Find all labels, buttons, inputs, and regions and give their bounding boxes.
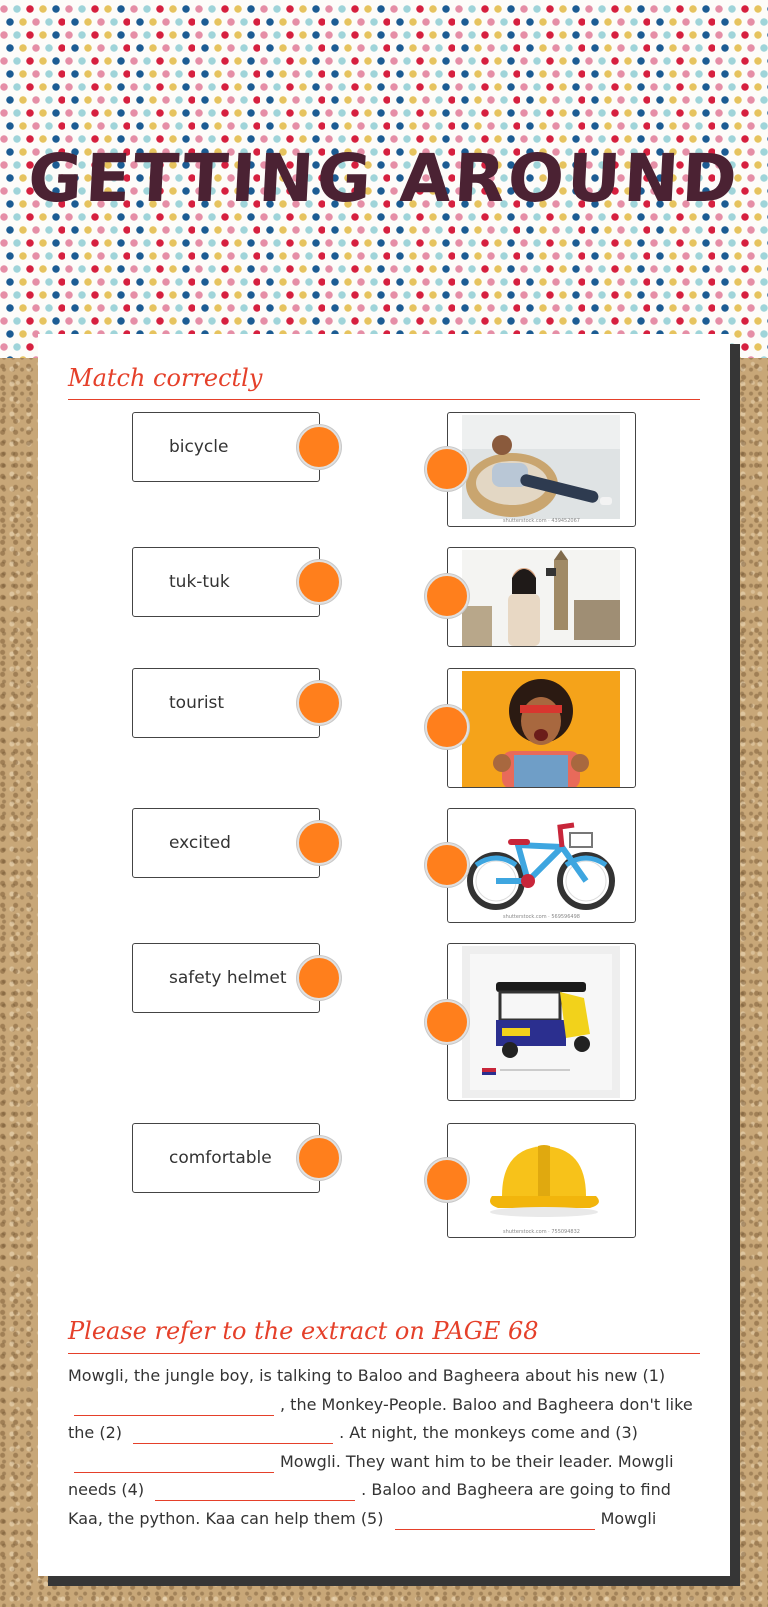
excited-woman-image [462, 671, 620, 788]
blank-4[interactable] [155, 1483, 355, 1501]
match-dot-word-1[interactable] [297, 425, 341, 469]
word-box-safety-helmet: safety helmet [132, 943, 320, 1013]
match-dot-word-4[interactable] [297, 821, 341, 865]
blank-1[interactable] [74, 1398, 274, 1416]
word-box-tourist: tourist [132, 668, 320, 738]
match-dot-picture-5[interactable] [425, 1000, 469, 1044]
safety-helmet-image [462, 1126, 620, 1230]
match-dot-word-3[interactable] [297, 681, 341, 725]
match-dot-picture-3[interactable] [425, 705, 469, 749]
picture-box-relaxing-man [447, 412, 636, 527]
polka-dot-header [0, 0, 768, 358]
blank-3[interactable] [74, 1455, 274, 1473]
picture-box-safety-helmet [447, 1123, 636, 1238]
word-box-bicycle: bicycle [132, 412, 320, 482]
tuk-tuk-image [462, 946, 620, 1098]
tourist-selfie-image [462, 550, 620, 646]
picture-box-excited-woman [447, 668, 636, 788]
match-dot-word-2[interactable] [297, 560, 341, 604]
match-dot-picture-1[interactable] [425, 447, 469, 491]
match-dot-picture-4[interactable] [425, 843, 469, 887]
extract-section-title: Please refer to the extract on PAGE 68 [68, 1317, 539, 1345]
match-dot-picture-2[interactable] [425, 574, 469, 618]
relaxing-man-image [462, 415, 620, 519]
match-section-title: Match correctly [68, 364, 263, 392]
match-dot-word-5[interactable] [297, 956, 341, 1000]
extract-paragraph: Mowgli, the jungle boy, is talking to Baloo and Bagheera about his new (1) , the Monkey-People. Baloo and Bagheera don't like the (2) . At night, the monkeys come and (3) Mowgli. They want him to be their leader. Mowgli needs (4) . Baloo and Bagheera are going to find Kaa, the python. Kaa can help them (5) Mowgli [68, 1366, 693, 1528]
match-dot-word-6[interactable] [297, 1136, 341, 1180]
picture-box-tuk-tuk [447, 943, 636, 1101]
extract-section-rule [68, 1353, 700, 1354]
word-box-comfortable: comfortable [132, 1123, 320, 1193]
match-dot-picture-6[interactable] [425, 1158, 469, 1202]
blank-2[interactable] [133, 1426, 333, 1444]
caption-bicycle: shutterstock.com · 569596498 [503, 914, 580, 920]
picture-box-tourist-selfie [447, 547, 636, 647]
picture-box-bicycle [447, 808, 636, 923]
word-box-excited: excited [132, 808, 320, 878]
caption-safety-helmet: shutterstock.com · 755094832 [503, 1229, 580, 1235]
caption-relaxing-man: shutterstock.com · 439452067 [503, 518, 580, 524]
word-box-tuk-tuk: tuk-tuk [132, 547, 320, 617]
bicycle-image [462, 811, 620, 915]
match-section-rule [68, 399, 700, 400]
worksheet-title: GETTING AROUND [26, 140, 742, 217]
blank-5[interactable] [395, 1512, 595, 1530]
